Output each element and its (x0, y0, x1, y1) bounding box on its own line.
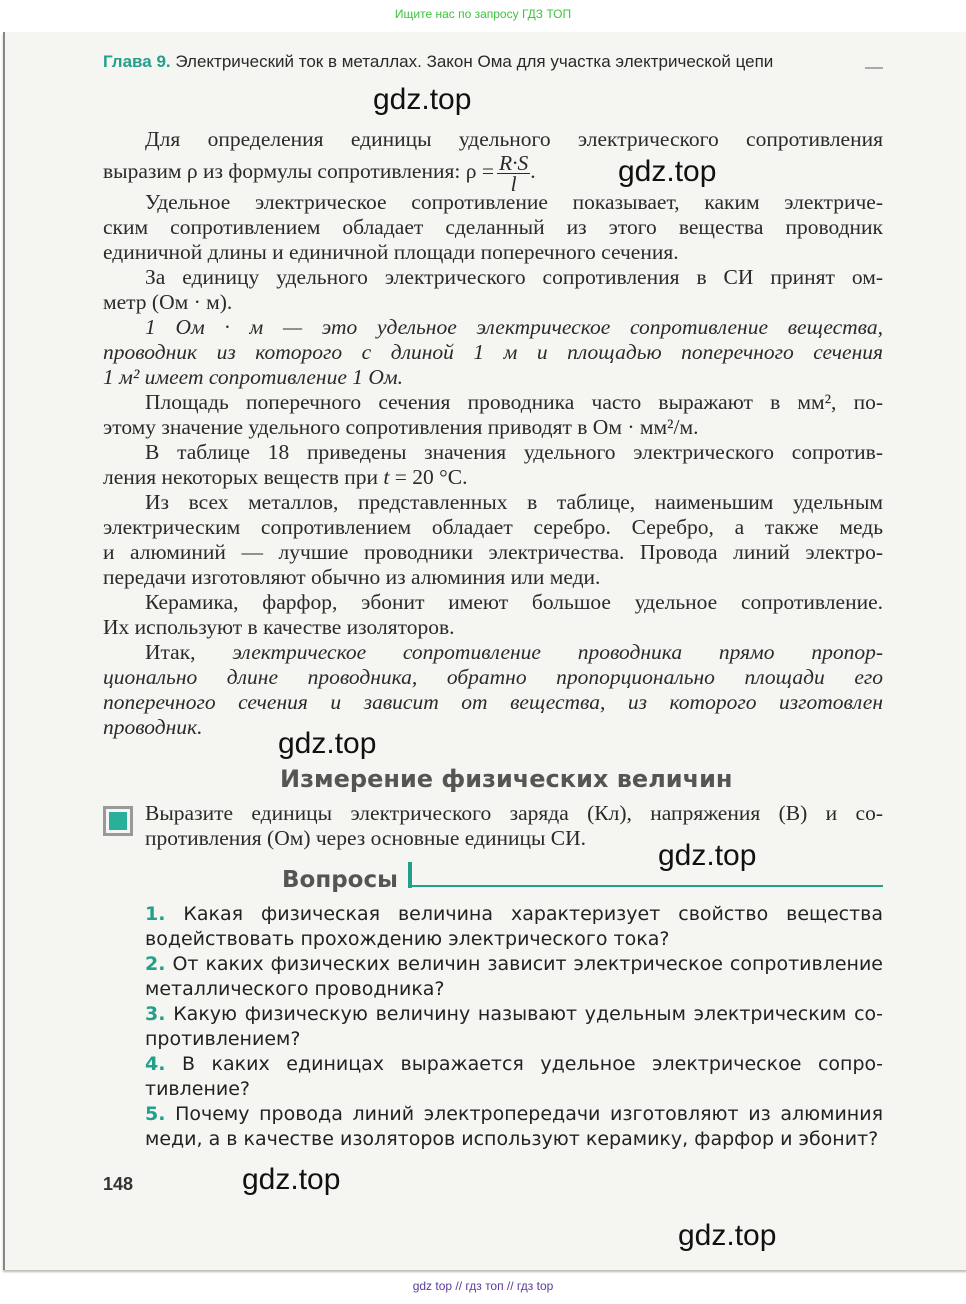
text-line (103, 440, 883, 465)
formula-numerator: R·S (498, 150, 529, 175)
text-line (103, 265, 883, 290)
question-line (145, 1052, 883, 1077)
text-line (103, 415, 883, 440)
question-text: В каких единицах выражается удельное электрическое сопро- (181, 1053, 883, 1075)
text-line (103, 640, 883, 665)
question-text: тивление? (145, 1078, 250, 1100)
text-segment: 1 м² имеет сопротивление 1 Ом. (103, 365, 403, 389)
text-line (103, 215, 883, 240)
question-line (145, 1077, 883, 1102)
top-ad-link[interactable]: Ищите нас по запросу ГДЗ ТОП (394, 7, 572, 21)
text-line (103, 340, 883, 365)
question-line (145, 927, 883, 952)
text-segment: и алюминий — лучшие проводники электричества. Провода линий электро- (103, 540, 883, 564)
text-segment: Удельное электрическое сопротивление показывает, каким электриче- (145, 190, 883, 214)
question-number: 4. (145, 1053, 166, 1075)
text-segment: выразим ρ из формулы сопротивления: (103, 159, 466, 183)
text-line (103, 565, 883, 590)
question-line (145, 1027, 883, 1052)
question-line (145, 1102, 883, 1127)
text-segment: Итак, (145, 640, 233, 664)
questions-rule (408, 885, 883, 887)
text-line (103, 540, 883, 565)
chapter-label: Глава 9. (103, 52, 171, 71)
text-line (103, 665, 883, 690)
text-segment: единичной длины и единичной площади поперечного сечения. (103, 240, 679, 264)
task-text (145, 801, 883, 851)
text-segment: Их используют в качестве изоляторов. (103, 615, 455, 639)
page-number: 148 (103, 1174, 134, 1194)
question-text: противлением? (145, 1028, 301, 1050)
text-segment: метр (Ом · м). (103, 290, 233, 314)
question-line (145, 1002, 883, 1027)
text-line (103, 150, 883, 196)
question-text: водействовать прохождению электрического тока? (145, 928, 670, 950)
question-number: 2. (145, 953, 166, 975)
watermark: gdz.top (678, 1219, 777, 1252)
text-line (103, 390, 883, 415)
text-line (103, 465, 883, 490)
question-text: Почему провода линий электропередачи изготовляют из алюминия (175, 1103, 883, 1125)
watermark: gdz.top (242, 1163, 341, 1196)
text-line (103, 615, 883, 640)
text-line (103, 315, 883, 340)
text-segment: Керамика, фарфор, эбонит имеют большое удельное сопротивление. (145, 590, 883, 614)
text-segment: проводник из которого с длиной 1 м и площадью поперечного сечения (103, 340, 883, 364)
question-line (145, 977, 883, 1002)
text-line (103, 365, 883, 390)
text-line (103, 127, 883, 152)
text-segment: ским сопротивлением обладает сделанный из этого вещества проводник (103, 215, 883, 239)
chapter-title: Электрический ток в металлах. Закон Ома для участка электрической цепи (175, 52, 774, 71)
task-square-icon (103, 806, 133, 836)
text-segment: 1 Ом · м — это удельное электрическое сопротивление вещества, (145, 315, 883, 339)
text-line (103, 690, 883, 715)
bottom-ad-links[interactable]: gdz top // гдз топ // гдз top (412, 1279, 554, 1293)
text-line (103, 240, 883, 265)
watermark: gdz.top (278, 727, 377, 760)
question-text: От каких физических величин зависит электрическое сопротивление (172, 953, 883, 975)
question-text: металлического проводника? (145, 978, 445, 1000)
text-segment: электрическим сопротивлением обладает серебро. Серебро, а также медь (103, 515, 883, 539)
header-dash (865, 67, 883, 69)
question-line (145, 902, 883, 927)
question-line (145, 952, 883, 977)
watermark: gdz.top (373, 83, 472, 116)
question-text: меди, а в качестве изоляторов используют керамику, фарфор и эбонит? (145, 1128, 879, 1150)
question-text: Какая физическая величина характеризует свойство вещества (183, 903, 883, 925)
text-segment: Площадь поперечного сечения проводника часто выражают в мм², по- (145, 390, 883, 414)
text-segment: этому значение удельного сопротивления приводят в Ом · мм²/м. (103, 415, 699, 439)
watermark: gdz.top (658, 839, 757, 872)
question-number: 5. (145, 1103, 166, 1125)
task-line: противления (Ом) через основные единицы СИ. (145, 826, 587, 850)
text-segment: Из всех металлов, представленных в таблице, наименьшим удельным (145, 490, 883, 514)
text-segment: За единицу удельного электрического сопротивления в СИ принят ом- (145, 265, 883, 289)
question-number: 3. (145, 1003, 166, 1025)
body-text (103, 127, 883, 740)
question-line (145, 1127, 883, 1152)
task-line: Выразите единицы электрического заряда (Кл), напряжения (В) и со- (145, 801, 883, 825)
text-line (103, 490, 883, 515)
questions-list (145, 902, 883, 1152)
text-segment: ционально длине проводника, обратно пропорционально площади его (103, 665, 883, 689)
formula-end: . (530, 159, 536, 183)
text-segment: электрическое сопротивление проводника прямо пропор- (232, 640, 883, 664)
text-line (103, 190, 883, 215)
running-header (103, 52, 773, 72)
questions-title: Вопросы (282, 867, 398, 893)
text-segment: В таблице 18 приведены значения удельного электрического сопротив- (145, 440, 883, 464)
text-segment: ления некоторых веществ при (103, 465, 384, 489)
text-segment: t (383, 465, 390, 489)
formula-fraction (497, 150, 530, 196)
text-line (103, 515, 883, 540)
text-segment: проводник. (103, 715, 203, 739)
text-segment: = 20 °С. (389, 465, 468, 489)
text-segment: Для определения единицы удельного электрического сопротивления (145, 127, 883, 151)
text-line (103, 590, 883, 615)
question-text: Какую физическую величину называют удельным электрическим со- (173, 1003, 883, 1025)
section-title: Измерение физических величин (280, 765, 733, 793)
text-line (103, 715, 883, 740)
question-number: 1. (145, 903, 166, 925)
text-segment: поперечного сечения и зависит от вещества, из которого изготовлен (103, 690, 883, 714)
text-line (103, 290, 883, 315)
text-segment: передачи изготовляют обычно из алюминия или меди. (103, 565, 601, 589)
formula-lhs: ρ = (465, 159, 494, 183)
watermark: gdz.top (618, 155, 717, 188)
formula-denominator: l (510, 171, 517, 196)
